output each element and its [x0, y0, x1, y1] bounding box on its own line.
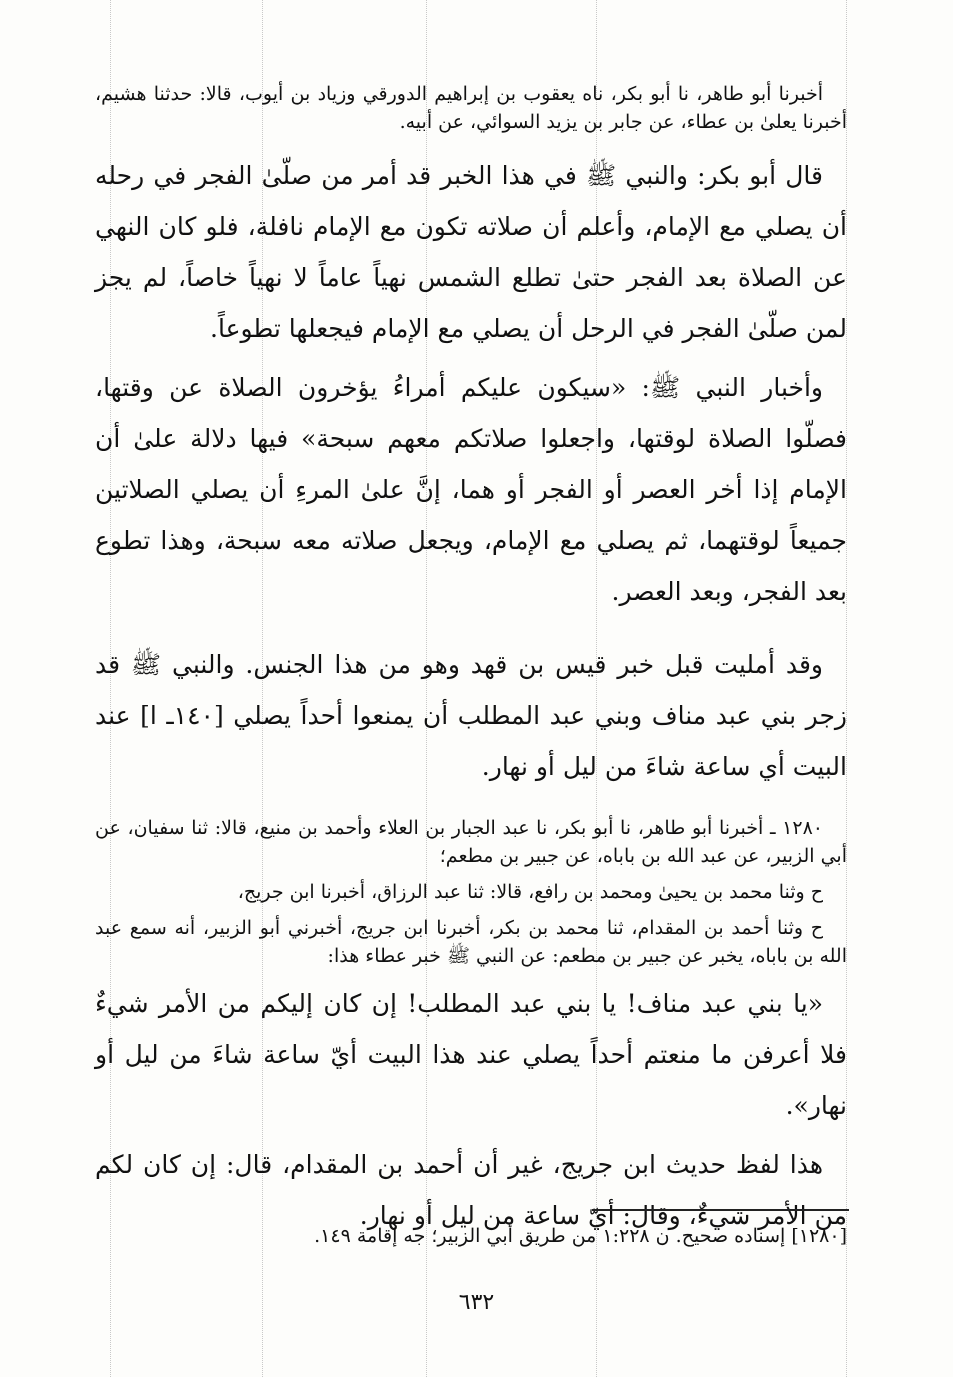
commentary-paragraph: وقد أمليت قبل خبر قيس بن قهد وهو من هذا الجنس. والنبي ﷺ قد زجر بني عبد مناف وبني عبد المطلب أن يمنعوا أحداً يصلي [١٤٠ـ ا] عند البيت أي ساعة شاءَ من ليل أو نهار.	[95, 650, 847, 781]
commentary-paragraph: هذا لفظ حديث ابن جريج، غير أن أحمد بن المقدام، قال: إن كان لكم من الأمر شيءٌ، وقال: أيّ ساعة من ليل أو نهار.	[95, 1150, 847, 1230]
commentary-paragraph: قال أبو بكر: والنبي ﷺ في هذا الخبر قد أمر من صلّىٰ الفجر في رحله أن يصلي مع الإمام، وأعلم أن صلاته تكون مع الإمام نافلة، فلو كان النهي عن الصلاة بعد الفجر حتىٰ تطلع الشمس نهياً عاماً لا نهياً خاصاً، لم يجز لمن صلّىٰ الفجر في الرحل أن يصلي مع الإمام فيجعلها تطوعاً.	[95, 161, 847, 343]
hadith-text: «يا بني عبد مناف! يا بني عبد المطلب! إن كان إليكم من الأمر شيءٌ فلا أعرفن ما منعتم أحداً يصلي عند هذا البيت أيّ ساعة شاءَ من ليل أو نهار».	[95, 989, 847, 1120]
commentary-paragraph: وأخبار النبي ﷺ: «سيكون عليكم أمراءُ يؤخرون الصلاة عن وقتها، فصلّوا الصلاة لوقتها، واجعلوا صلاتكم معهم سبحة» فيها دلالة علىٰ أن الإمام إذا أخر العصر أو الفجر أو هما، إنَّ علىٰ المرءِ أن يصلي الصلاتين جميعاً لوقتهما، ثم يصلي مع الإمام، ويجعل صلاته معه سبحة، وهذا تطوع بعد الفجر، وبعد العصر.	[95, 373, 847, 606]
page-number: ٦٣٢	[458, 1290, 495, 1315]
hadith-isnad-line: ح وثنا أحمد بن المقدام، ثنا محمد بن بكر، أخبرنا ابن جريج، أخبرني أبو الزبير، أنه سمع عبد الله بن باباه، يخبر عن جبير بن مطعم: عن النبي ﷺ خبر عطاء هذا:	[95, 917, 847, 967]
isnad-paragraph: أخبرنا أبو طاهر، نا أبو بكر، ناه يعقوب بن إبراهيم الدورقي وزياد بن أيوب، قالا: حدثنا هشيم، أخبرنا يعلىٰ بن عطاء، عن جابر بن يزيد السوائي، عن أبيه.	[95, 83, 847, 133]
hadith-isnad-line: ح وثنا محمد بن يحيىٰ ومحمد بن رافع، قالا: ثنا عبد الرزاق، أخبرنا ابن جريج،	[237, 881, 823, 903]
page-body	[95, 80, 847, 1241]
footnote: [١٢٨٠] إسناده صحيح. ن ١:٢٢٨ من طريق أبي الزبير؛ جه إقامة ١٤٩.	[314, 1225, 847, 1247]
footnote-separator	[592, 1209, 849, 1211]
hadith-number-isnad: ١٢٨٠ ـ أخبرنا أبو طاهر، نا أبو بكر، نا عبد الجبار بن العلاء وأحمد بن منيع، قالا: ثنا سفيان، عن أبي الزبير، عن عبد الله بن باباه، عن جبير بن مطعم؛	[95, 817, 847, 867]
